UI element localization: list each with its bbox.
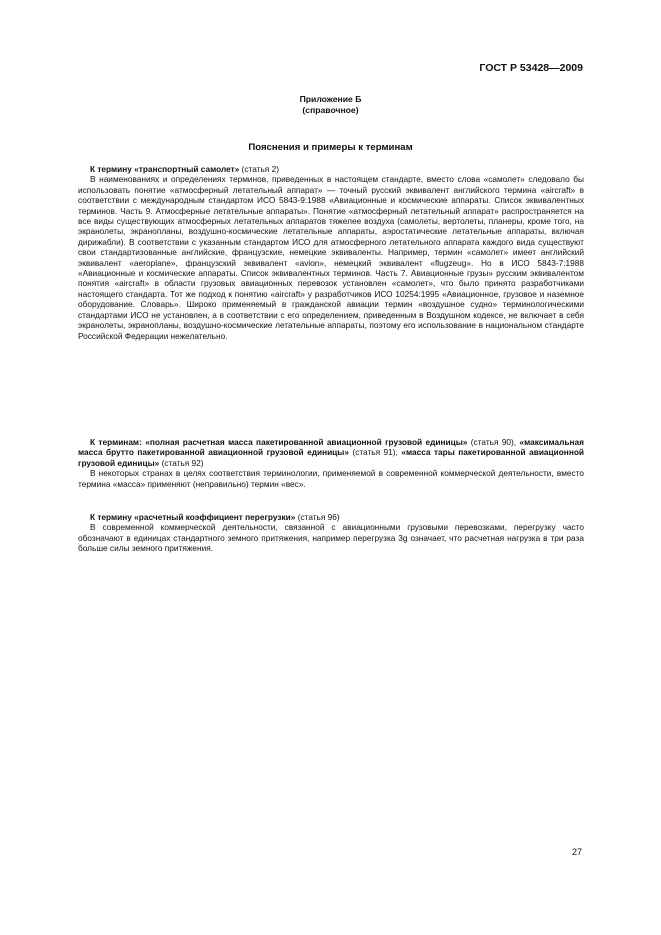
page-number: 27 [571, 847, 582, 857]
term-lead-bold: «максимальная масса брутто пакетированной авиационной грузовой единицы» [78, 437, 584, 458]
term-paragraph: В современной коммерческой деятельности, связанной с авиационными грузовыми перевозками, перегрузку часто обозначают в единицах стандартного земного притяжения, например перегрузка 3g означает, что расчетная нагрузка в три раза больше силы земного притяжения. [78, 522, 584, 554]
term-section-transport-aircraft [78, 164, 584, 341]
term-lead-ref: (статья 92) [159, 457, 204, 468]
term-section-mass [78, 437, 584, 489]
term-paragraph: В наименованиях и определениях терминов, приведенных в настоящем стандарте, вместо слова «самолет» следовало бы использовать понятие «атмосферный летательный аппарат» — точный русский эквивалент английского термина «aircraft» в соответствии с международным стандартом ИСО 5843-9:1988 «Авиационные и космические аппараты. Список эквивалентных терминов. Часть 9. Атмосферные летательные аппараты». Понятие «атмосферный летательный аппарат» распространяется на все виды существующих атмосферных летательных аппаратов тяжелее воздуха (самолеты, вертолеты, планеры, кроме того, на экранолеты, экранопланы, воздушно-космические летательные аппараты, аэростатические летательные аппараты, включая дирижабли). В соответствии с указанным стандартом ИСО для атмосферного летательного аппарата каждого вида существуют свои стандартизованные английские, французские, немецкие эквиваленты. Например, термин «самолет» имеет английский эквивалент «aeroplane», французский эквивалент «avion», немецкий эквивалент «flugzeug». Но в ИСО 5843-7:1988 «Авиационные и космические аппараты. Список эквивалентных терминов. Часть 7. Авиационные грузы» русским эквивалентом понятия «aircraft» в области грузовых авиационных перевозок установлен «самолет», что было принято разработчиками настоящего стандарта. Тот же подход к понятию «aircraft» у разработчиков ИСО 10254:1995 «Авиационное, грузовое и наземное оборудование. Словарь». Широко применяемый в гражданской авиации термин «воздушное судно» терминологическими стандартами ИСО не установлен, а в соответствии с его определением, приведенным в Воздушном кодексе, не включает в себя экранолеты, экранопланы, воздушно-космические летательные аппараты, поэтому его использование в национальном стандарте Российской Федерации нежелательно. [78, 174, 584, 341]
term-lead-ref: (статья 96) [295, 512, 340, 522]
standard-designation: ГОСТ Р 53428—2009 [479, 62, 583, 74]
term-lead [78, 437, 584, 468]
term-lead-bold: К терминам: «полная расчетная масса пакетированной авиационной грузовой единицы» [90, 437, 468, 447]
term-lead [78, 512, 584, 522]
section-heading: Пояснения и примеры к терминам [248, 142, 413, 153]
term-section-load-factor [78, 512, 584, 554]
term-lead-bold: К термину «расчетный коэффициент перегрузки» [90, 512, 296, 522]
term-lead-ref: (статья 90), [467, 437, 520, 447]
term-lead-ref: (статья 91), [348, 447, 402, 458]
term-lead-ref: (статья 2) [239, 164, 279, 174]
annex-title: Приложение Б [299, 94, 362, 104]
term-lead [78, 164, 584, 174]
term-paragraph: В некоторых странах в целях соответствия терминологии, применяемой в современной коммерческой деятельности, вместо термина «масса» применяют (неправильно) термин «вес». [78, 468, 584, 489]
term-lead-bold: «масса тары пакетированной авиационной грузовой единицы» [78, 447, 584, 468]
annex-subtitle: (справочное) [302, 105, 359, 115]
term-lead-bold: К термину «транспортный самолет» [90, 164, 240, 174]
